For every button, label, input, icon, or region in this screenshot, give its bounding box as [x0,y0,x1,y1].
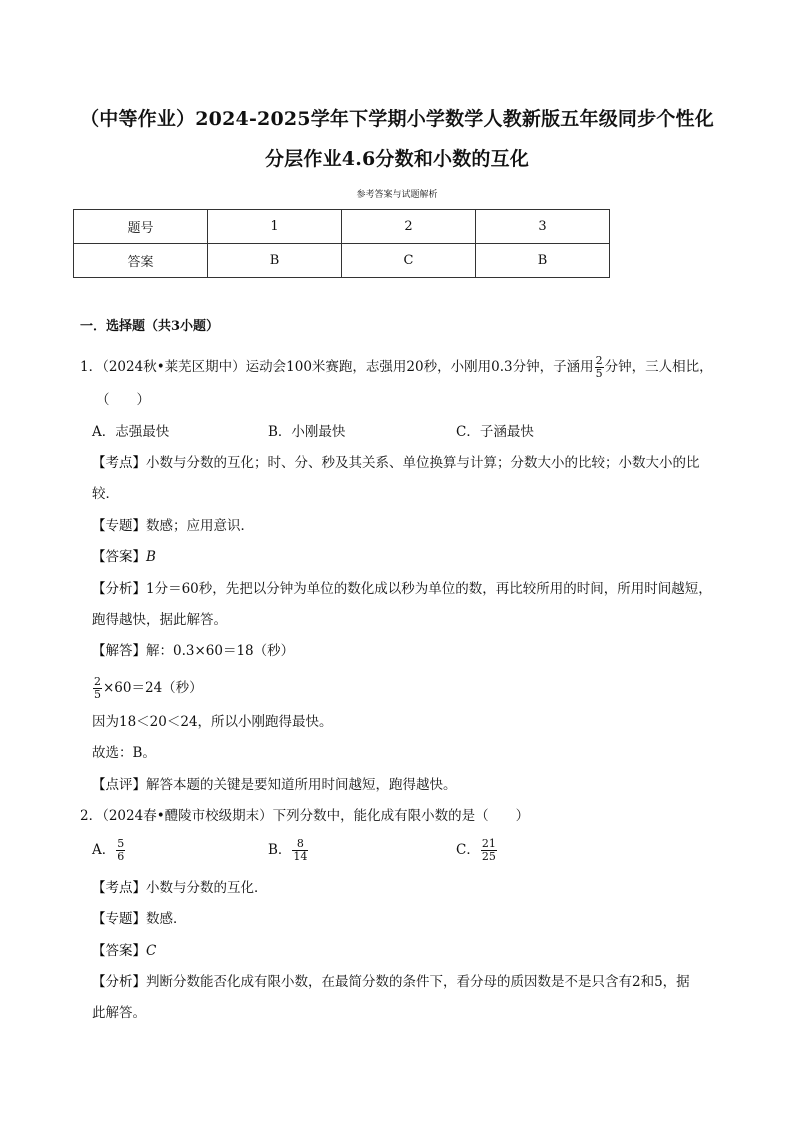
fraction-denominator: 25 [481,850,496,863]
tag-label: 【分析】 [92,974,146,990]
option-label: A． [92,842,116,858]
q1-option-a: A．志强最快 [92,424,170,440]
table-cell: 1 [208,210,342,244]
q1-blank: （ ） [96,392,150,408]
fraction-denominator: 5 [94,688,101,701]
q1-option-b: B．小刚最快 [268,424,346,440]
q2-fenxi-cont: 此解答。 [92,1005,146,1021]
q2-stem: 2．（2024春•醴陵市校级期末）下列分数中，能化成有限小数的是（ ） [80,808,530,824]
q1-fenxi-cont: 跑得越快，据此解答。 [92,612,227,628]
q1-jieda-text: 解：0.3×60＝18（秒） [146,643,295,659]
q1-fenxi-text: 1分＝60秒，先把以分钟为单位的数化成以秒为单位的数，再比较所用的时间，所用时间越短， [146,581,712,597]
q1-stem-b: 分钟，三人相比， [604,359,713,375]
q2-fenxi [92,972,690,992]
table-cell: 答案 [74,244,208,278]
title-line-1: （中等作业）2024-2025学年下学期小学数学人教新版五年级同步个性化 [80,108,714,130]
table-cell: 题号 [74,210,208,244]
option-label: B． [268,842,292,858]
table-cell: C [342,244,476,278]
q1-stem [80,355,713,380]
q1-zhuanti [92,516,254,536]
tag-label: 【解答】 [92,643,146,659]
q1-stem-a: 1．（2024秋•莱芜区期中）运动会100米赛跑，志强用20秒，小刚用0.3分钟，子涵用 [80,359,594,375]
tag-label: 【考点】 [92,455,146,471]
fraction-numerator: 21 [481,837,496,850]
fraction-numerator: 2 [595,354,603,367]
table-cell: B [208,244,342,278]
q2-option-c [456,838,498,863]
q1-zhuanti-text: 数感；应用意识． [146,518,254,534]
table-cell: 3 [476,210,610,244]
q1-option-c: C．子涵最快 [456,424,534,440]
q1-jieda [92,641,294,661]
fraction-denominator: 14 [293,850,308,863]
table-cell: 2 [342,210,476,244]
fraction-numerator: 8 [292,838,308,851]
tag-label: 【分析】 [92,581,146,597]
tag-label: 【考点】 [92,880,146,896]
q1-stem-fraction [595,355,604,380]
q2-zhuanti [92,909,187,929]
table-cell: B [476,244,610,278]
q1-answer-value: B [146,549,156,565]
q2-option-b [268,838,309,863]
fraction-numerator: 5 [117,837,125,850]
q1-dianping [92,775,457,795]
q1-jieda-fraction [93,676,102,701]
fraction-numerator: 2 [94,675,101,688]
q1-kaodian-text: 小数与分数的互化；时、分、秒及其关系、单位换算与计算；分数大小的比较；小数大小的比 [146,455,700,471]
q1-answer [92,547,156,567]
q2-fenxi-text: 判断分数能否化成有限小数，在最简分数的条件下，看分母的质因数是不是只含有2和5，据 [146,974,690,990]
q2-option-a-fraction [116,838,125,863]
q2-option-b-fraction [292,838,308,863]
q2-option-c-fraction [481,838,497,863]
tag-label: 【答案】 [92,943,146,959]
tag-label: 【专题】 [92,911,146,927]
tag-label: 【专题】 [92,518,146,534]
fraction-denominator: 6 [117,850,125,863]
answer-table-header-row [74,210,610,244]
q2-answer-value: C [146,943,157,959]
q1-kaodian-cont: 较． [92,486,119,502]
q1-fenxi [92,579,712,599]
tag-label: 【答案】 [92,549,146,565]
q2-option-a [92,838,126,863]
answer-table-answer-row [74,244,610,278]
q1-kaodian [92,453,700,473]
tag-label: 【点评】 [92,777,146,793]
q2-kaodian [92,878,268,898]
section-heading: 一．选择题（共3小题） [80,319,220,334]
q1-jieda-line2 [92,676,203,701]
fraction-denominator: 5 [595,367,603,380]
q1-jieda-line4: 故选：B。 [92,745,156,761]
option-label: C． [456,842,480,858]
subtitle: 参考答案与试题解析 [356,190,438,200]
answer-table [73,209,610,278]
title-line-2: 分层作业4.6分数和小数的互化 [264,148,530,170]
q2-zhuanti-text: 数感． [146,911,187,927]
q2-answer [92,941,156,961]
q1-jieda-line3: 因为18＜20＜24，所以小刚跑得最快。 [92,714,333,730]
q1-jieda-line2-text: ×60＝24（秒） [103,680,203,696]
q2-kaodian-text: 小数与分数的互化． [146,880,268,896]
q1-dianping-text: 解答本题的关键是要知道所用时间越短，跑得越快。 [146,777,457,793]
